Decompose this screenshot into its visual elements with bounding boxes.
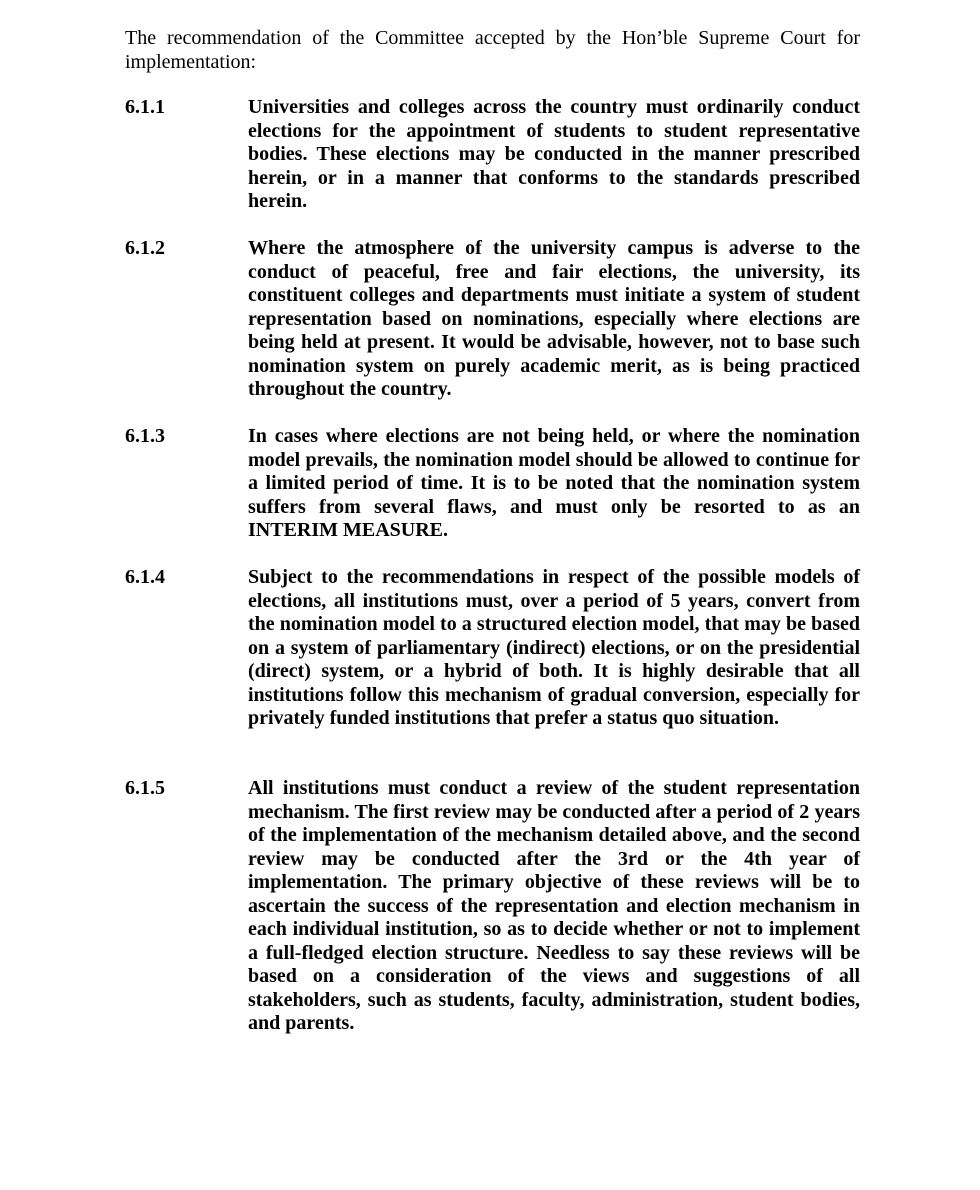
clause-text: All institutions must conduct a review of the student representation mechanism. The first review may be conducted after a period of 2 years of the implementation of the mechanism detailed above, and the second review may be conducted after the 3rd or the 4th year of implementation. The primary objective of these reviews will be to ascertain the success of the representation and election mechanism in each individual institution, so as to decide whether or not to implement a full-fledged election structure. Needless to say these reviews will be based on a consideration of the views and suggestions of all stakeholders, such as students, faculty, administration, student bodies, and parents.	[248, 777, 860, 1034]
clause-text: Subject to the recommendations in respect of the possible models of elections, all institutions must, over a period of 5 years, convert from the nomination model to a structured election model, that may be based on a system of parliamentary (indirect) elections, or on the presidential (direct) system, or a hybrid of both. It is highly desirable that all institutions follow this mechanism of gradual conversion, especially for privately funded institutions that prefer a status quo situation.	[248, 566, 860, 729]
clause-number: 6.1.4	[125, 566, 165, 588]
clause-text: Universities and colleges across the country must ordinarily conduct elections for the appointment of students to student representative bodies. These elections may be conducted in the manner prescribed herein, or in a manner that conforms to the standards prescribed herein.	[248, 96, 860, 212]
clause-text: Where the atmosphere of the university campus is adverse to the conduct of peaceful, free and fair elections, the university, its constituent colleges and departments must initiate a system of student representation based on nominations, especially where elections are being held at present. It would be advisable, however, not to base such nomination system on purely academic merit, as is being practiced throughout the country.	[248, 237, 860, 400]
clause-number: 6.1.2	[125, 237, 165, 259]
clause-text: In cases where elections are not being held, or where the nomination model prevails, the nomination model should be allowed to continue for a limited period of time. It is to be noted that the nomination system suffers from several flaws, and must only be resorted to as an INTERIM MEASURE.	[248, 425, 860, 541]
clause-number: 6.1.3	[125, 425, 165, 447]
intro-paragraph: The recommendation of the Committee accepted by the Hon’ble Supreme Court for implementation:	[125, 27, 860, 73]
clause-number: 6.1.1	[125, 96, 165, 118]
clause-number: 6.1.5	[125, 777, 165, 799]
